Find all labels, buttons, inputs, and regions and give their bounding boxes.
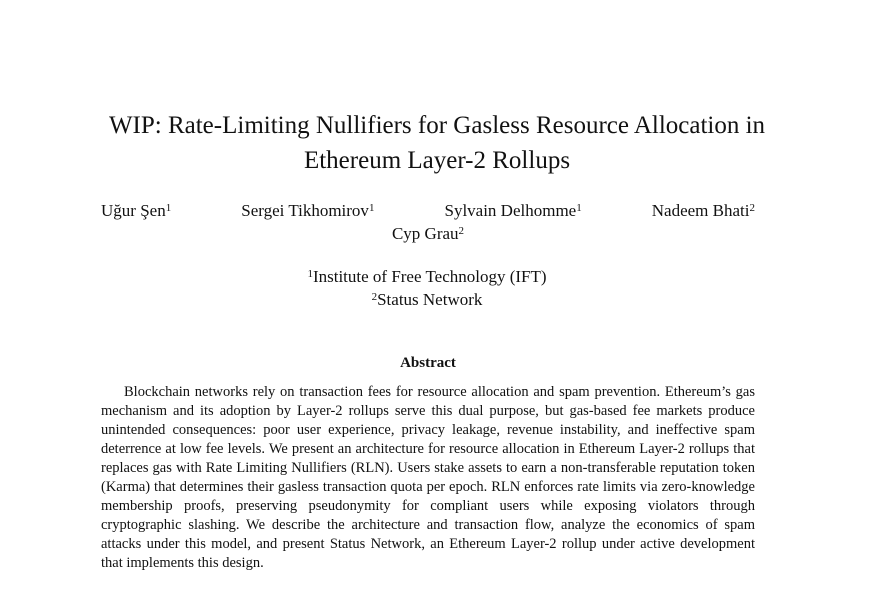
abstract-body: Blockchain networks rely on transaction fees for resource allocation and spam prevention. Ethereum’s gas mechanism and its adoption by Layer-2 rollups serve this dual purpose, but gas-based fee markets produce unintended consequences: poor user experience, privacy leakage, revenue instability, and ineffective spam deterrence at low fee levels. We present an architecture for resource allocation in Ethereum Layer-2 rollups that replaces gas with Rate Limiting Nullifiers (RLN). Users stake assets to earn a non-transferable reputation token (Karma) that determines their gasless transaction quota per epoch. RLN enforces rate limits via zero-knowledge membership proofs, preserving pseudonymity for compliant users while exposing violators through cryptographic slashing. We describe the architecture and transaction flow, analyze the economics of spam attacks under this model, and present Status Network, an Ethereum Layer-2 rollup under active development that implements this design. bbox=[101, 384, 755, 571]
author-affil-mark: 2 bbox=[749, 202, 755, 214]
author-affil-mark: 1 bbox=[576, 202, 582, 214]
author bbox=[652, 199, 755, 222]
author-name: Uğur Şen bbox=[101, 201, 166, 220]
title-line-2: Ethereum Layer-2 Rollups bbox=[303, 147, 571, 174]
abstract-heading: Abstract bbox=[400, 355, 456, 371]
affiliation-list bbox=[0, 265, 854, 311]
author-affil-mark: 2 bbox=[458, 225, 465, 237]
author bbox=[444, 199, 581, 222]
affiliation-mark: 2 bbox=[371, 291, 378, 303]
author-row-1 bbox=[101, 199, 755, 222]
author-affil-mark: 1 bbox=[165, 202, 172, 214]
affiliation bbox=[0, 288, 854, 311]
paper-title bbox=[40, 108, 834, 178]
author bbox=[392, 224, 464, 243]
author-name: Cyp Grau bbox=[391, 224, 459, 243]
author-name: Nadeem Bhati bbox=[651, 201, 750, 220]
author-name: Sergei Tikhomirov bbox=[241, 201, 369, 220]
affiliation-mark: 1 bbox=[307, 268, 313, 280]
affiliation-name: Status Network bbox=[377, 290, 483, 309]
affiliation bbox=[0, 265, 854, 288]
author-name: Sylvain Delhomme bbox=[444, 201, 577, 220]
author-row-2 bbox=[101, 222, 755, 245]
author bbox=[241, 199, 374, 222]
affiliation-name: Institute of Free Technology (IFT) bbox=[312, 267, 547, 286]
author-list bbox=[101, 199, 755, 245]
author bbox=[101, 199, 171, 222]
title-line-1: WIP: Rate-Limiting Nullifiers for Gasless Resource Allocation in bbox=[108, 112, 766, 139]
author-affil-mark: 1 bbox=[368, 202, 375, 214]
